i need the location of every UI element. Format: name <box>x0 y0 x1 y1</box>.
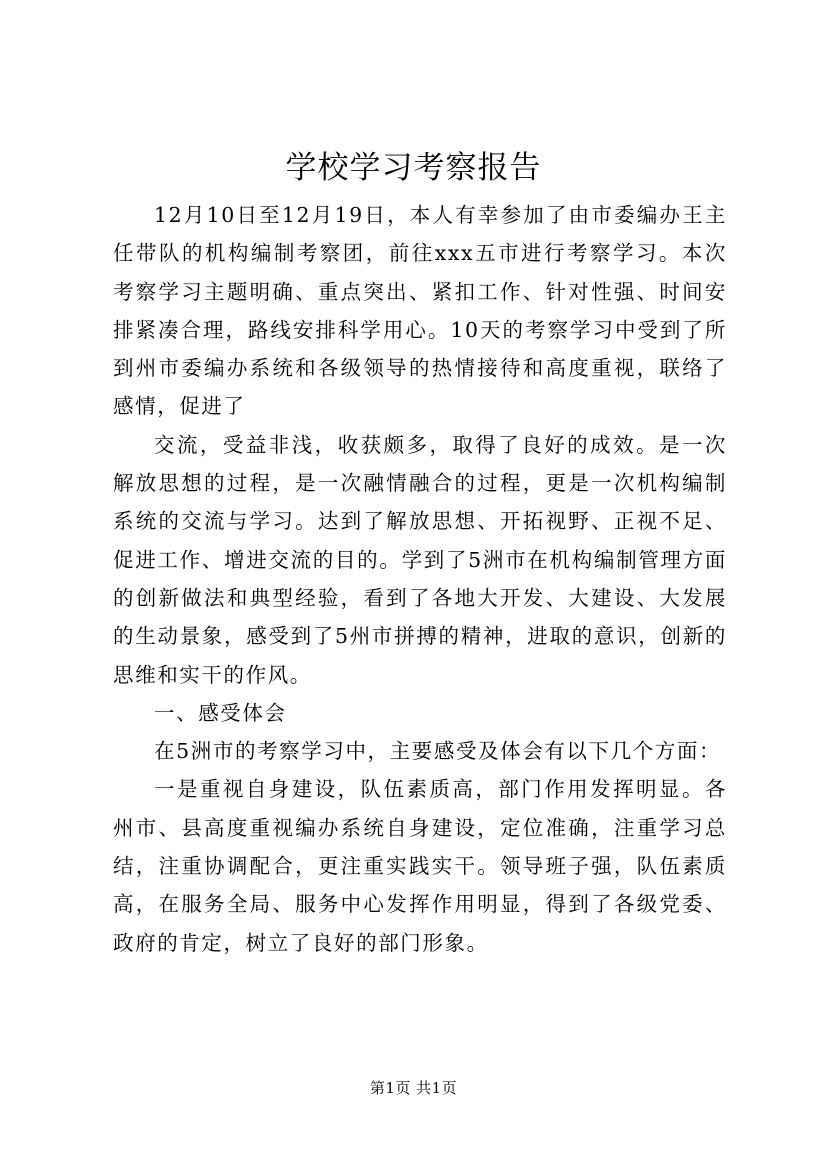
document-title: 学校学习考察报告 <box>285 150 542 186</box>
paragraph-summary-intro: 在5洲市的考察学习中，主要感受及体会有以下几个方面： <box>154 739 722 764</box>
paragraph-exchange: 交流，受益非浅，收获颇多，取得了良好的成效。是一次解放思想的过程，是一次融情融合的过程，更是一次机构编制系统的交流与学习。达到了解放思想、开拓视野、正视不足、促进工作、增进交流的目的。学到了5洲市在机构编制管理方面的创新做法和典型经验，看到了各地大开发、大建设、大发展的生动景象，感受到了5州市拼搏的精神，进取的意识，创新的思维和实干的作风。 <box>113 432 727 687</box>
document-body <box>113 196 727 962</box>
section-heading: 一、感受体会 <box>154 700 287 725</box>
page-number-footer: 第1页 共1页 <box>369 1079 458 1097</box>
paragraph-point-one: 一是重视自身建设，队伍素质高，部门作用发挥明显。各州市、县高度重视编办系统自身建设，定位准确，注重学习总结，注重协调配合，更注重实践实干。领导班子强，队伍素质高，在服务全局、服务中心发挥作用明显，得到了各级党委、政府的肯定，树立了良好的部门形象。 <box>113 777 727 955</box>
paragraph-intro: 12月10日至12月19日，本人有幸参加了由市委编办王主任带队的机构编制考察团，前往xxx五市进行考察学习。本次考察学习主题明确、重点突出、紧扣工作、针对性强、时间安排紧凑合理，路线安排科学用心。10天的考察学习中受到了所到州市委编办系统和各级领导的热情接待和高度重视，联络了感情，促进了 <box>113 203 727 419</box>
